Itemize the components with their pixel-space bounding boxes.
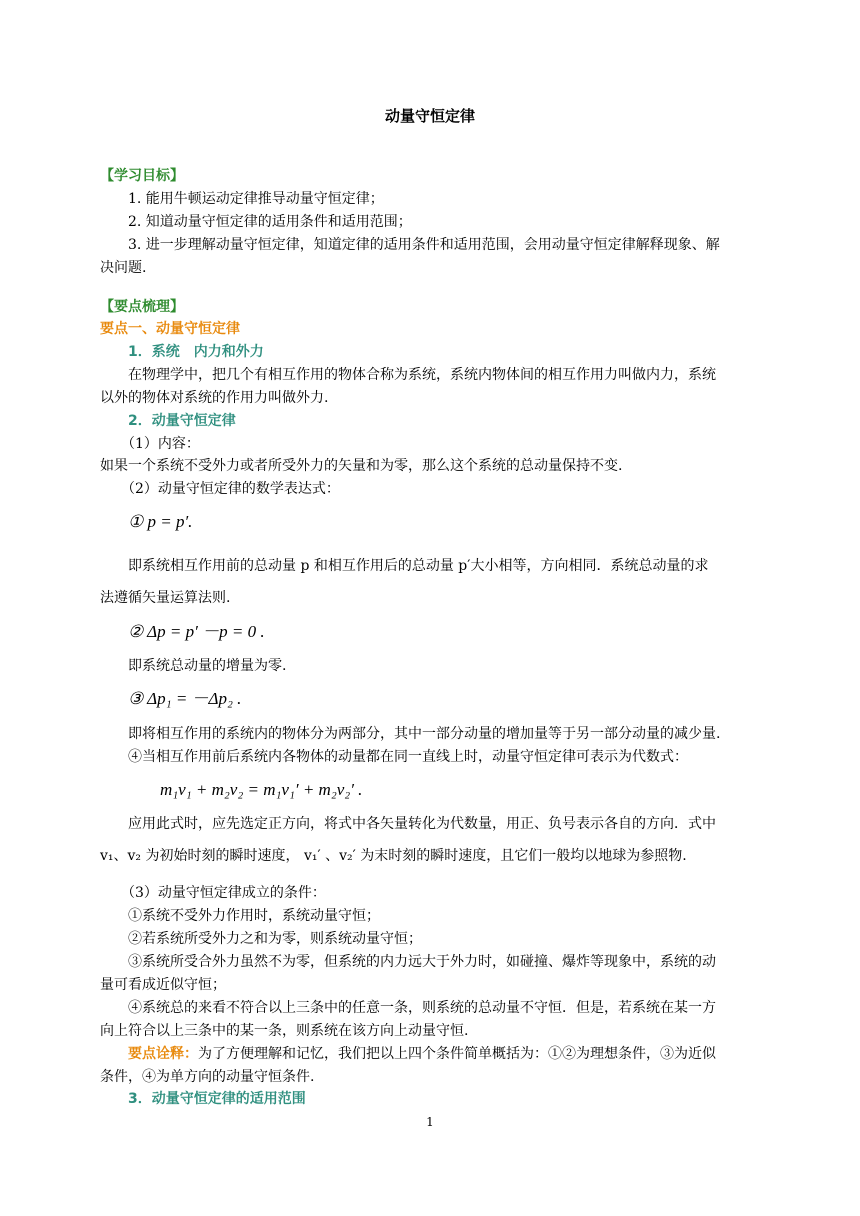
note-text: 为了方便理解和记忆，我们把以上四个条件简单概括为：①②为理想条件，③为近似 [198, 1046, 716, 1062]
condition-item: ④系统总的来看不符合以上三条中的任意一条，则系统的总动量不守恒．但是，若系统在某一方 [128, 1000, 716, 1016]
paragraph: 应用此式时，应先选定正方向，将式中各矢量转化为代数量，用正、负号表示各自的方向．式中 [128, 816, 716, 832]
condition-item: ①系统不受外力作用时，系统动量守恒； [128, 908, 380, 924]
goal-item: 决问题. [100, 260, 147, 276]
paragraph: 即将相互作用的系统内的物体分为两部分，其中一部分动量的增加量等于另一部分动量的减少量. [128, 726, 721, 742]
paragraph: 以外的物体对系统的作用力叫做外力. [100, 390, 329, 406]
paragraph: 法遵循矢量运算法则. [100, 590, 231, 606]
paragraph: （1）内容： [121, 436, 200, 452]
section-goals-heading: 【学习目标】 [100, 168, 184, 184]
subheading: 2．动量守恒定律 [128, 413, 236, 429]
condition-item: ②若系统所受外力之和为零，则系统动量守恒； [128, 931, 422, 947]
paragraph: 即系统总动量的增量为零. [128, 658, 287, 674]
equation: m₁v₁ + m₂v₂ = m₁v₁′ + m₂v₂′ . [160, 780, 363, 799]
point-heading: 要点一、动量守恒定律 [100, 321, 240, 337]
paragraph: 在物理学中，把几个有相互作用的物体合称为系统，系统内物体间的相互作用力叫做内力，系统 [128, 367, 716, 383]
page-number: 1 [426, 1115, 434, 1129]
paragraph: 即系统相互作用前的总动量 p 和相互作用后的总动量 p′大小相等，方向相同．系统总动量的求 [128, 558, 709, 574]
equation: ① p = p′. [128, 512, 193, 531]
paragraph: （2）动量守恒定律的数学表达式： [121, 481, 340, 497]
goal-item: 1. 能用牛顿运动定律推导动量守恒定律； [128, 191, 384, 207]
page-title: 动量守恒定律 [384, 107, 475, 125]
condition-item: 向上符合以上三条中的某一条，则系统在该方向上动量守恒. [100, 1023, 469, 1039]
goal-item: 2. 知道动量守恒定律的适用条件和适用范围； [128, 214, 412, 230]
note-line [128, 1044, 716, 1064]
paragraph: 如果一个系统不受外力或者所受外力的矢量和为零，那么这个系统的总动量保持不变. [100, 458, 623, 474]
subheading: 3．动量守恒定律的适用范围 [128, 1091, 306, 1107]
paragraph: （3）动量守恒定律成立的条件： [121, 885, 326, 901]
section-points-heading: 【要点梳理】 [100, 299, 184, 315]
note-label: 要点诠释： [128, 1046, 198, 1062]
paragraph: v₁、v₂ 为初始时刻的瞬时速度， v₁′ 、v₂′ 为末时刻的瞬时速度，且它们一般均以地球为参照物. [100, 848, 687, 864]
paragraph: ④当相互作用前后系统内各物体的动量都在同一直线上时，动量守恒定律可表示为代数式： [128, 749, 688, 765]
goal-item: 3. 进一步理解动量守恒定律，知道定律的适用条件和适用范围，会用动量守恒定律解释现象、解 [128, 237, 720, 253]
equation: ③ Δp₁ = －Δp₂ . [128, 689, 242, 708]
condition-item: 量可看成近似守恒； [100, 977, 226, 993]
condition-item: ③系统所受合外力虽然不为零，但系统的内力远大于外力时，如碰撞、爆炸等现象中，系统的动 [128, 954, 716, 970]
subheading: 1．系统 内力和外力 [128, 344, 264, 360]
equation: ② Δp = p′ －p = 0 . [128, 622, 265, 641]
note-text: 条件，④为单方向的动量守恒条件. [100, 1069, 315, 1085]
